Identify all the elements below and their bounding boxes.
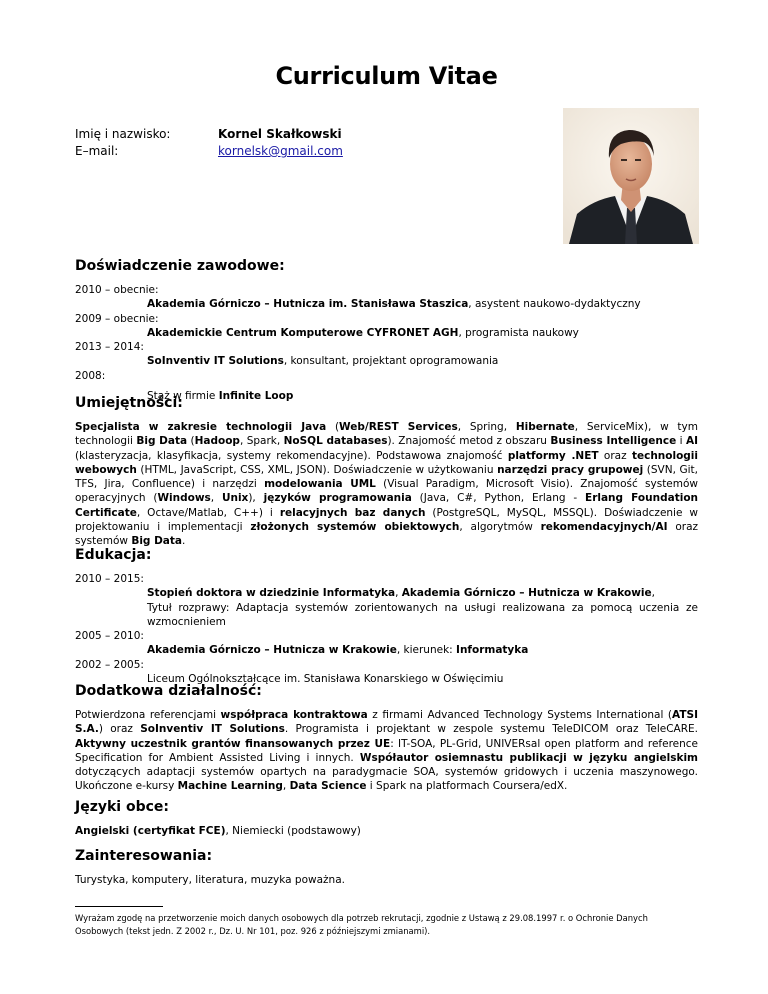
education-heading: Edukacja: bbox=[75, 547, 152, 563]
interests-section bbox=[75, 848, 698, 887]
personal-values bbox=[218, 126, 343, 160]
additional-heading: Dodatkowa działalność: bbox=[75, 683, 262, 699]
name-label: Imię i nazwisko: bbox=[75, 127, 171, 141]
education-section bbox=[75, 547, 698, 686]
languages-text: Angielski (certyfikat FCE), Niemiecki (podstawowy) bbox=[75, 825, 361, 837]
languages-section bbox=[75, 799, 698, 838]
experience-date: 2008: bbox=[75, 369, 106, 382]
experience-role: , konsultant, projektant oprogramowania bbox=[283, 355, 499, 368]
education-entry: 2005 – 2010: Akademia Górniczo – Hutnicza w Krakowie, kierunek: Informatyka bbox=[75, 629, 698, 658]
skills-section bbox=[75, 395, 698, 549]
experience-org: Infinite Loop bbox=[218, 390, 294, 403]
interests-heading: Zainteresowania: bbox=[75, 848, 213, 864]
portrait-photo bbox=[563, 108, 699, 244]
education-entry: 2002 – 2005: Liceum Ogólnokształcące im. Stanisława Konarskiego w Oświęcimiu bbox=[75, 658, 698, 687]
skills-text: Specjalista w zakresie technologii Java (Web/REST Services, Spring, Hibernate, ServiceMix), w tym technologii Big Data (Hadoop, Spark, NoSQL databases). Znajomość metod z obszaru Business Intelligence i AI (klasteryzacja, klasyfikacja, systemy rekomendacyjne). Podstawowa znajomość platformy .NET oraz technologii webowych (HTML, JavaScript, CSS, XML, JSON). Doświadczenie w użytkowaniu narzędzi pracy grupowej (SVN, Git, TFS, Jira, Confluence) i narzędzi modelowania UML (Visual Paradigm, Microsoft Visio). Znajomość systemów operacyjnych (Windows, Unix), języków programowania (Java, C#, Python, Erlang - Erlang Foundation Certificate, Octave/Matlab, C++) i relacyjnych baz danych (PostgreSQL, MySQL, MSSQL). Doświadczenie w projektowaniu i implementacji złożonych systemów obiektowych, algorytmów rekomendacyjnych/AI oraz systemów Big Data. bbox=[75, 421, 699, 548]
experience-prefix: Staż w firmie bbox=[147, 390, 219, 403]
page-title: Curriculum Vitae bbox=[275, 62, 498, 90]
full-name: Kornel Skałkowski bbox=[218, 127, 342, 141]
skills-heading: Umiejętności: bbox=[75, 395, 183, 411]
experience-role: , programista naukowy bbox=[458, 326, 579, 339]
education-date: 2005 – 2010: bbox=[75, 630, 144, 643]
experience-entry bbox=[75, 283, 698, 312]
experience-section bbox=[75, 258, 698, 403]
experience-org: Akademia Górniczo – Hutnicza im. Stanisława Staszica bbox=[147, 298, 469, 311]
email-link[interactable]: kornelsk@gmail.com bbox=[218, 144, 343, 158]
thesis-title: Tytuł rozprawy: Adaptacja systemów zorientowanych na usługi realizowana za pomocą uczenia ze wzmocnieniem bbox=[147, 601, 698, 628]
experience-role: , asystent naukowo-dydaktyczny bbox=[468, 298, 641, 311]
experience-date: 2009 – obecnie: bbox=[75, 312, 159, 325]
experience-heading: Doświadczenie zawodowe: bbox=[75, 258, 285, 274]
gdpr-consent-footnote: Wyrażam zgodę na przetworzenie moich danych osobowych dla potrzeb rekrutacji, zgodnie z Ustawą z 29.08.1997 r. o Ochronie Danych Osobowych (tekst jedn. Z 2002 r., Dz. U. Nr 101, poz. 926 z późniejszymi zmianami). bbox=[75, 913, 648, 936]
footnote-divider bbox=[75, 906, 163, 907]
education-entry: 2010 – 2015: Stopień doktora w dziedzinie Informatyka, Akademia Górniczo – Hutnicza w Krakowie, Tytuł rozprawy: Adaptacja systemów zorientowanych na usługi realizowana za pomocą uczenia ze wzmocnieniem bbox=[75, 573, 698, 628]
education-date: 2002 – 2005: bbox=[75, 658, 144, 671]
experience-org: Akademickie Centrum Komputerowe CYFRONET AGH bbox=[147, 326, 459, 339]
education-date: 2010 – 2015: bbox=[75, 573, 144, 585]
languages-heading: Języki obce: bbox=[75, 799, 169, 815]
interests-text: Turystyka, komputery, literatura, muzyka poważna. bbox=[75, 874, 345, 886]
experience-org: SoInventiv IT Solutions bbox=[147, 355, 284, 368]
experience-entry bbox=[75, 312, 698, 341]
experience-entry bbox=[75, 340, 698, 369]
experience-date: 2013 – 2014: bbox=[75, 341, 144, 354]
personal-labels bbox=[75, 126, 170, 160]
email-label: E–mail: bbox=[75, 144, 119, 158]
additional-section bbox=[75, 683, 698, 794]
additional-text: Potwierdzona referencjami współpraca kontraktowa z firmami Advanced Technology Systems International (ATSI S.A.) oraz SoInventiv IT Solutions. Programista i projektant w zespole systemu TeleDICOM oraz TeleCARE. Aktywny uczestnik grantów finansowanych przez UE: IT-SOA, PL-Grid, UNIVERsal open platform and reference Specification for Ambient Assisted Living i innych. Współautor osiemnastu publikacji w języku angielskim dotyczących adaptacji systemów opartych na paradygmacie SOA, systemów gridowych i uczenia maszynowego. Ukończone e-kursy Machine Learning, Data Science i Spark na platformach Coursera/edX. bbox=[75, 709, 699, 793]
experience-date: 2010 – obecnie: bbox=[75, 284, 159, 296]
